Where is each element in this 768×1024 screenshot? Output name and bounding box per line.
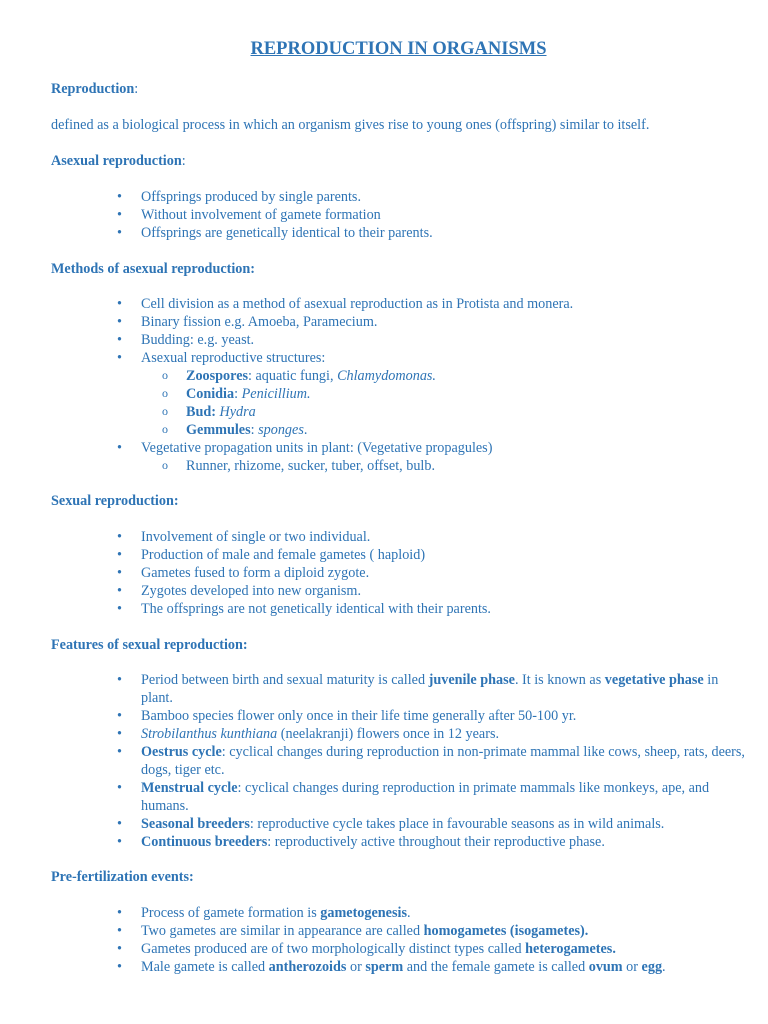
list-item: • Budding: e.g. yeast.	[0, 331, 768, 349]
methods-list	[0, 295, 768, 475]
list-item: • Offsprings are genetically identical to their parents.	[0, 224, 768, 242]
list-item: • Continuous breeders: reproductively active throughout their reproductive phase.	[0, 833, 768, 851]
definition-text: defined as a biological process in which an organism gives rise to young ones (offspring) similar to itself.	[51, 117, 650, 133]
heading-asexual-reproduction: Asexual reproduction:	[51, 153, 186, 169]
list-item: • Vegetative propagation units in plant: (Vegetative propagules) o Runner, rhizome, sucker, tuber, offset, bulb.	[0, 439, 768, 475]
sexual-list	[0, 528, 768, 618]
propagules-sublist	[141, 457, 748, 475]
heading-sexual-reproduction: Sexual reproduction:	[51, 493, 179, 509]
list-item: • Asexual reproductive structures: o Zoospores: aquatic fungi, Chlamydomonas. o Conidia: Penicillium. o Bud: Hydra o Gemmules: sponges.	[0, 349, 768, 439]
heading-reproduction: Reproduction:	[51, 81, 139, 97]
list-item: • Production of male and female gametes ( haploid)	[0, 546, 768, 564]
list-item: • Offsprings produced by single parents.	[0, 188, 768, 206]
heading-features-sexual: Features of sexual reproduction:	[51, 637, 248, 653]
list-item: • Binary fission e.g. Amoeba, Paramecium.	[0, 313, 768, 331]
list-item: • Zygotes developed into new organism.	[0, 582, 768, 600]
heading-pre-fertilization: Pre-fertilization events:	[51, 869, 194, 885]
list-item: • Without involvement of gamete formation	[0, 206, 768, 224]
list-item: • Cell division as a method of asexual reproduction as in Protista and monera.	[0, 295, 768, 313]
sublist-item-gemmules: o Gemmules: sponges.	[141, 421, 748, 439]
list-item: • Gametes produced are of two morphologically distinct types called heterogametes.	[0, 940, 768, 958]
list-item: • Oestrus cycle: cyclical changes during reproduction in non-primate mammal like cows, sheep, rats, deers, dogs, tiger etc.	[0, 743, 768, 779]
list-item: • Involvement of single or two individual.	[0, 528, 768, 546]
features-list	[0, 671, 768, 851]
list-item: • Bamboo species flower only once in their life time generally after 50-100 yr.	[0, 707, 768, 725]
heading-methods-asexual: Methods of asexual reproduction:	[51, 261, 256, 277]
page-title: REPRODUCTION IN ORGANISMS	[250, 39, 547, 59]
list-item: • Gametes fused to form a diploid zygote.	[0, 564, 768, 582]
list-item: • Two gametes are similar in appearance are called homogametes (isogametes).	[0, 922, 768, 940]
sublist-item-zoospores: o Zoospores: aquatic fungi, Chlamydomonas.	[141, 367, 748, 385]
list-item: • Period between birth and sexual maturity is called juvenile phase. It is known as vegetative phase in plant.	[0, 671, 768, 707]
list-item: • The offsprings are not genetically identical with their parents.	[0, 600, 768, 618]
list-item: • Process of gamete formation is gametogenesis.	[0, 904, 768, 922]
sublist-item-conidia: o Conidia: Penicillium.	[141, 385, 748, 403]
sublist-item: o Runner, rhizome, sucker, tuber, offset, bulb.	[141, 457, 748, 475]
sublist-item-bud: o Bud: Hydra	[141, 403, 748, 421]
list-item: • Seasonal breeders: reproductive cycle takes place in favourable seasons as in wild animals.	[0, 815, 768, 833]
asexual-list	[0, 188, 768, 242]
prefert-list	[0, 904, 768, 976]
structures-sublist	[141, 367, 748, 439]
list-item: • Male gamete is called antherozoids or sperm and the female gamete is called ovum or egg.	[0, 958, 768, 976]
list-item: • Strobilanthus kunthiana (neelakranji) flowers once in 12 years.	[0, 725, 768, 743]
list-item: • Menstrual cycle: cyclical changes during reproduction in primate mammals like monkeys, ape, and humans.	[0, 779, 768, 815]
